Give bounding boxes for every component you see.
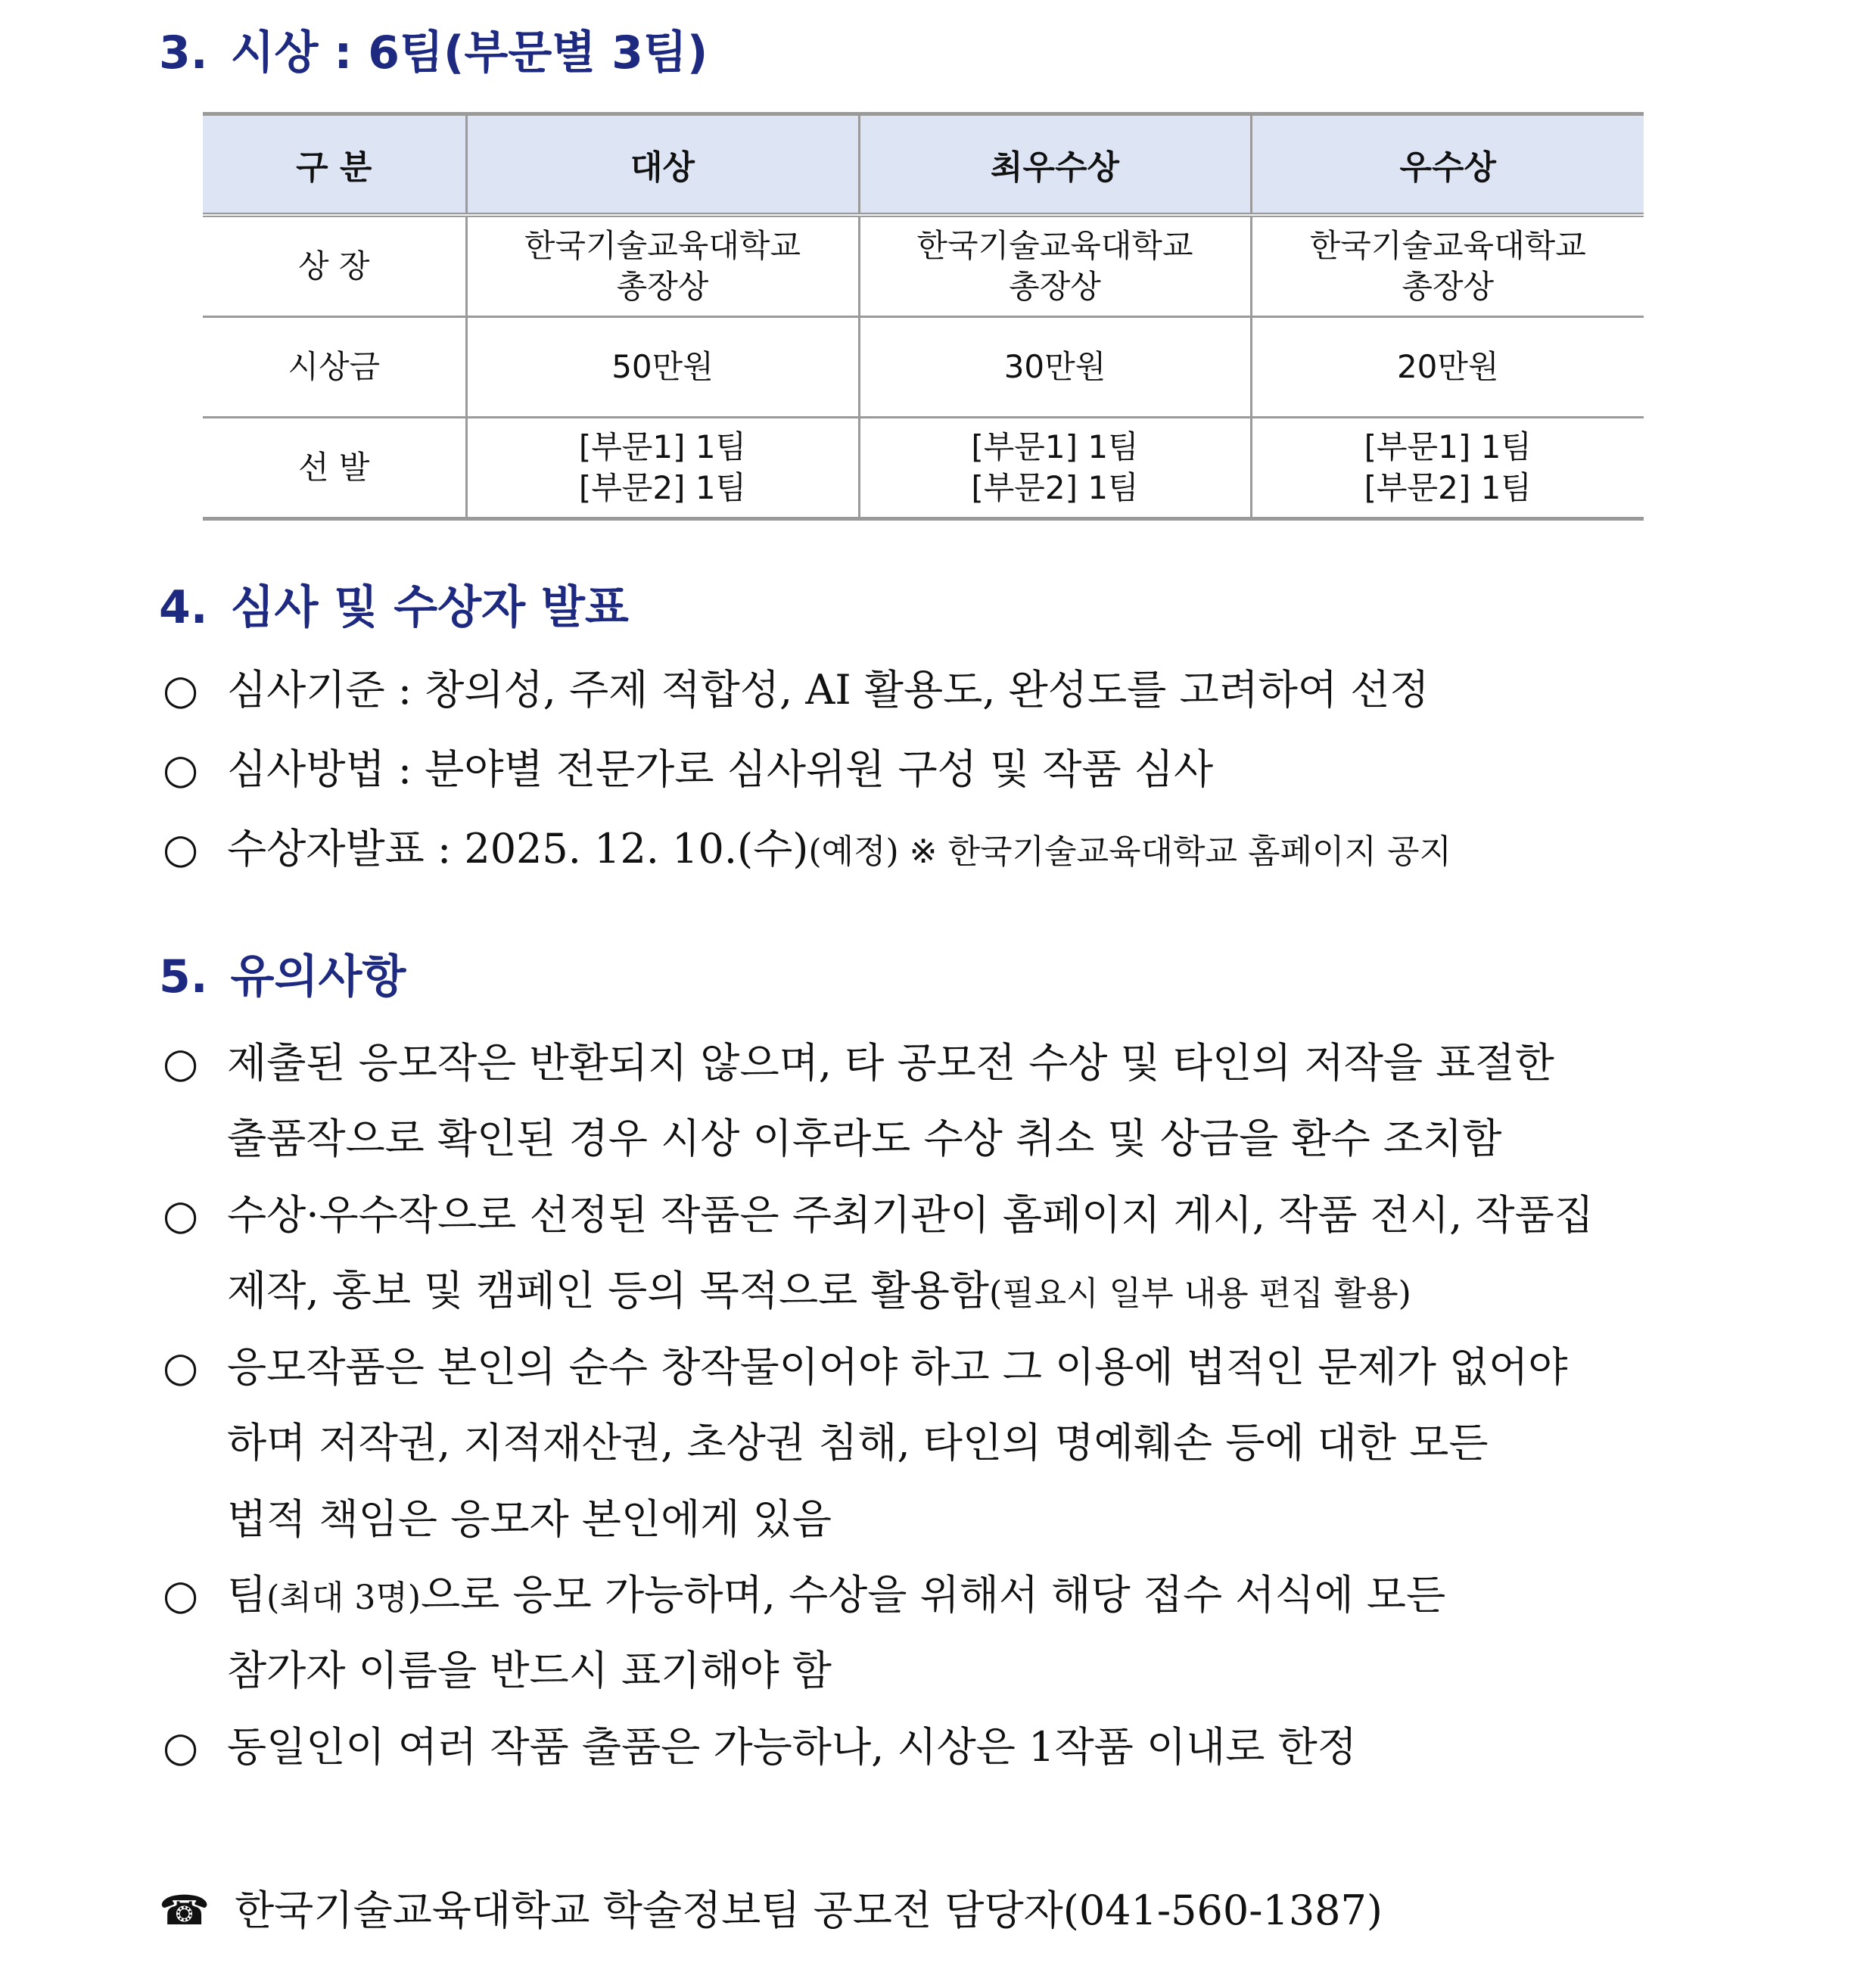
award-table <box>203 112 1644 521</box>
list-item-text: 제작, 홍보 및 캠페인 등의 목적으로 활용함 <box>227 1267 989 1314</box>
row-label-prize-money: 시상금 <box>203 317 466 418</box>
cell-line: 한국기술교육대학교 <box>524 227 801 264</box>
header-top-excellence: 최우수상 <box>859 114 1251 216</box>
list-item-note: (필요시 일부 내용 편집 활용) <box>988 1274 1411 1313</box>
bullet-circle-icon: ○ <box>163 745 199 793</box>
section-3-title: 시상 : 6팀(부문별 3팀) <box>230 26 708 79</box>
table-cell: 50만원 <box>466 317 859 418</box>
table-cell <box>1251 215 1644 317</box>
list-item-text: 응모작품은 본인의 순수 창작물이어야 하고 그 이용에 법적인 문제가 없어야 <box>227 1343 1568 1391</box>
cell-line: 총장상 <box>1009 268 1101 305</box>
bullet-circle-icon: ○ <box>163 1191 199 1239</box>
header-excellence: 우수상 <box>1251 114 1644 216</box>
list-item-note: (예정) <box>808 832 899 871</box>
cell-line: [부문2] 1팀 <box>971 469 1139 506</box>
bullet-circle-icon: ○ <box>163 1343 199 1391</box>
list-item-note: (최대 3명) <box>266 1579 421 1617</box>
list-item <box>163 1330 1568 1405</box>
contact-text: 한국기술교육대학교 학술정보팀 공모전 담당자(041-560-1387) <box>235 1887 1383 1934</box>
table-cell <box>466 418 859 519</box>
list-item-text: 수상·우수작으로 선정된 작품은 주최기관이 홈페이지 게시, 작품 전시, 작품집 <box>227 1191 1594 1239</box>
list-item-continuation: 법적 책임은 응모자 본인에게 있음 <box>227 1495 832 1543</box>
cell-line: 총장상 <box>1402 268 1495 305</box>
row-label-selection: 선 발 <box>203 418 466 519</box>
list-item <box>163 652 1430 728</box>
section-3-number: 3. <box>159 26 208 79</box>
bullet-circle-icon: ○ <box>163 825 199 873</box>
row-label-certificate: 상 장 <box>203 215 466 317</box>
table-row <box>203 317 1644 418</box>
list-item-note: ※ 한국기술교육대학교 홈페이지 공지 <box>898 832 1452 871</box>
bullet-circle-icon: ○ <box>163 1723 199 1771</box>
section-5-heading <box>159 941 406 1006</box>
cell-line: [부문1] 1팀 <box>1364 428 1532 465</box>
cell-line: 한국기술교육대학교 <box>1309 227 1586 264</box>
section-3-heading <box>159 17 708 82</box>
list-item <box>163 1557 1445 1636</box>
list-item-text: 으로 응모 가능하며, 수상을 위해서 해당 접수 서식에 모든 <box>421 1571 1446 1619</box>
bullet-circle-icon: ○ <box>163 1039 199 1087</box>
table-cell <box>859 215 1251 317</box>
cell-line: [부문2] 1팀 <box>1364 469 1532 506</box>
table-cell: 30만원 <box>859 317 1251 418</box>
list-item <box>163 1025 1554 1101</box>
list-item-continuation: 하며 저작권, 지적재산권, 초상권 침해, 타인의 명예훼손 등에 대한 모든 <box>227 1419 1489 1467</box>
section-4-number: 4. <box>159 581 208 634</box>
list-item <box>163 732 1213 807</box>
table-cell <box>466 215 859 317</box>
table-cell <box>1251 418 1644 519</box>
list-item-continuation <box>227 1253 1411 1332</box>
contact-footer <box>159 1880 1383 1941</box>
list-item-text: 심사방법 : 분야별 전문가로 심사위원 구성 및 작품 심사 <box>227 745 1214 793</box>
section-4-heading <box>159 571 629 636</box>
cell-line: [부문1] 1팀 <box>578 428 747 465</box>
cell-line: [부문1] 1팀 <box>971 428 1139 465</box>
section-5-title: 유의사항 <box>230 950 406 1003</box>
table-row <box>203 215 1644 317</box>
section-4-title: 심사 및 수상자 발표 <box>230 581 629 634</box>
bullet-circle-icon: ○ <box>163 666 199 714</box>
list-item <box>163 1177 1594 1253</box>
list-item-text: 팀 <box>227 1571 267 1619</box>
list-item-continuation: 출품작으로 확인된 경우 시상 이후라도 수상 취소 및 상금을 환수 조치함 <box>227 1115 1502 1162</box>
list-item-text: 수상자발표 : 2025. 12. 10.(수) <box>227 825 809 873</box>
list-item <box>163 1709 1357 1785</box>
cell-line: 총장상 <box>616 268 709 305</box>
bullet-circle-icon: ○ <box>163 1571 199 1619</box>
list-item <box>163 811 1451 890</box>
table-row <box>203 418 1644 519</box>
list-item-text: 제출된 응모작은 반환되지 않으며, 타 공모전 수상 및 타인의 저작을 표절한 <box>227 1039 1554 1087</box>
list-item-continuation: 참가자 이름을 반드시 표기해야 함 <box>227 1647 832 1694</box>
table-cell: 20만원 <box>1251 317 1644 418</box>
cell-line: [부문2] 1팀 <box>578 469 747 506</box>
header-category: 구 분 <box>203 114 466 216</box>
table-cell <box>859 418 1251 519</box>
list-item-text: 심사기준 : 창의성, 주제 적합성, AI 활용도, 완성도를 고려하여 선정 <box>227 666 1430 714</box>
table-header-row <box>203 114 1644 216</box>
list-item-text: 동일인이 여러 작품 출품은 가능하나, 시상은 1작품 이내로 한정 <box>227 1723 1357 1771</box>
header-grand-prize: 대상 <box>466 114 859 216</box>
cell-line: 한국기술교육대학교 <box>916 227 1193 264</box>
section-5-number: 5. <box>159 950 208 1003</box>
telephone-icon: ☎ <box>159 1887 210 1934</box>
